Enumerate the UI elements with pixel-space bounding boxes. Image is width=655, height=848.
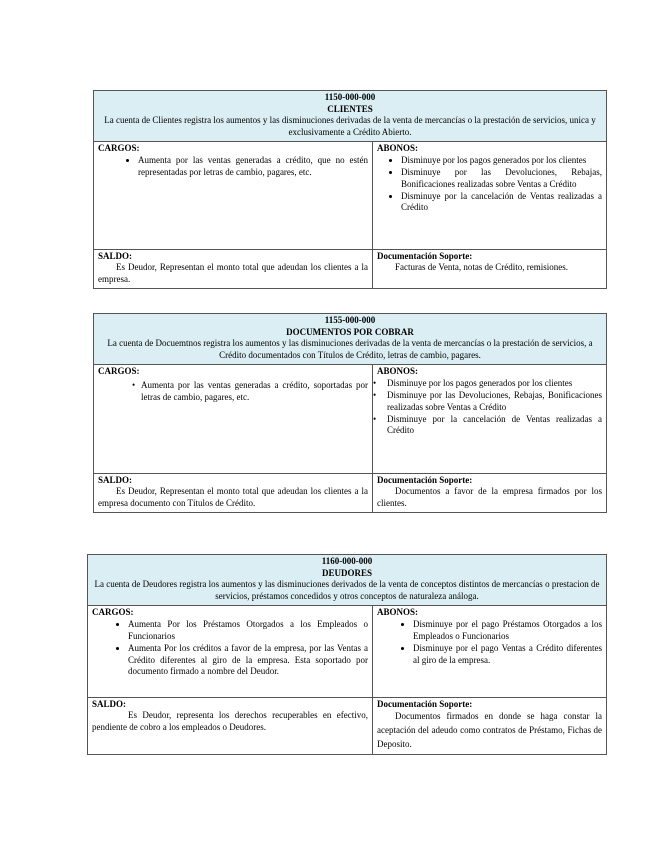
doc-label: Documentación Soporte: <box>377 474 473 485</box>
account-header <box>88 555 607 606</box>
cargos-list <box>98 155 368 178</box>
list-item: • Aumenta Por los créditos a favor de la empresa, por las Ventas a Crédito diferentes al giro de la empresa. Esta soportado por documento firmado a nombre del Deudor. <box>128 643 368 678</box>
cargos-cell <box>88 605 373 697</box>
cargos-label: CARGOS: <box>98 142 140 153</box>
abonos-cell <box>373 605 607 697</box>
cargos-list <box>98 380 368 403</box>
cargos-cell <box>94 364 373 473</box>
doc-cell <box>373 473 607 512</box>
saldo-text: Es Deudor, representa los derechos recuperables en efectivo, pendiente de cobro a los empleados o Deudores. <box>92 710 368 733</box>
saldo-label: SALDO: <box>92 698 127 709</box>
account-name: CLIENTES <box>327 103 373 114</box>
account-code: 1160-000-000 <box>321 556 373 566</box>
saldo-cell <box>94 473 373 512</box>
list-item: • Disminuye por las Devoluciones, Rebajas, Bonificaciones realizadas sobre Ventas a Crédito <box>401 167 602 190</box>
saldo-text: Es Deudor, Representan el monto total que adeudan los clientes a la empresa. <box>98 262 368 285</box>
account-table-documentos-por-cobrar <box>93 313 607 513</box>
account-code: 1150-000-000 <box>324 92 376 102</box>
abonos-cell <box>373 141 607 249</box>
account-code: 1155-000-000 <box>324 315 376 325</box>
abonos-label: ABONOS: <box>377 365 419 376</box>
account-header <box>94 314 607 365</box>
account-name: DOCUMENTOS POR COBRAR <box>286 326 414 337</box>
doc-label: Documentación Soporte: <box>377 698 473 709</box>
abonos-label: ABONOS: <box>377 606 419 617</box>
account-description: La cuenta de Docuemtnos registra los aumentos y las disminuciones derivadas de la venta de mercancías o la prestación de servicios, a Crédito documentados con Títulos de Crédito, letras de cambio, pagares. <box>107 338 593 361</box>
doc-text: Documentos firmados en donde se haga constar la aceptación del adeudo como contratos de Préstamo, Fichas de Deposito. <box>377 711 602 750</box>
account-name: DEUDORES <box>321 567 372 578</box>
list-item: • Aumenta por las ventas generadas a crédito, soportadas por letras de cambio, pagares, etc. <box>132 380 368 403</box>
abonos-list <box>373 378 602 436</box>
list-item: • Aumenta por las ventas generadas a crédito, que no estén representadas por letras de cambio, pagares, etc. <box>138 155 368 178</box>
doc-text: Facturas de Venta, notas de Crédito, remisiones. <box>395 262 569 273</box>
cargos-list <box>92 619 368 677</box>
account-header <box>94 91 607 142</box>
account-table-clientes <box>93 90 607 289</box>
saldo-label: SALDO: <box>98 250 133 261</box>
list-item: • Disminuye por la cancelación de Ventas realizadas a Crédito <box>401 191 602 214</box>
cargos-label: CARGOS: <box>92 606 134 617</box>
doc-cell <box>373 249 607 288</box>
abonos-cell <box>373 364 607 473</box>
list-item: • Disminuye por la cancelación de Ventas realizadas a Crédito <box>373 414 602 437</box>
doc-cell <box>373 697 607 755</box>
abonos-list <box>377 155 602 213</box>
list-item: • Disminuye por los pagos generados por los clientes <box>373 378 602 390</box>
cargos-cell <box>94 141 373 249</box>
account-table-deudores <box>87 554 607 755</box>
doc-text: Documentos a favor de la empresa firmados por los clientes. <box>377 486 603 509</box>
list-item: • Disminuye por las Devoluciones, Rebajas, Bonificaciones realizadas sobre Ventas a Crédito <box>373 390 602 413</box>
account-description: La cuenta de Clientes registra los aumentos y las disminuciones derivadas de la venta de mercancías o la prestación de servicios, unica y exclusivamente a Crédito Abierto. <box>104 115 596 138</box>
saldo-cell <box>88 697 373 755</box>
saldo-label: SALDO: <box>98 474 133 485</box>
saldo-text: Es Deudor, Representan el monto total que adeudan los clientes a la empresa documento con Títulos de Crédito. <box>98 486 368 509</box>
cargos-label: CARGOS: <box>98 365 140 376</box>
doc-label: Documentación Soporte: <box>377 250 473 261</box>
abonos-list <box>377 619 602 666</box>
list-item: • Disminuye por los pagos generados por los clientes <box>401 155 602 167</box>
abonos-label: ABONOS: <box>377 142 419 153</box>
list-item: • Disminuye por el pago Ventas a Crédito diferentes al giro de la empresa. <box>413 643 602 666</box>
list-item: • Aumenta Por los Préstamos Otorgados a los Empleados o Funcionarios <box>128 619 368 642</box>
saldo-cell <box>94 249 373 288</box>
list-item: • Disminuye por el pago Préstamos Otorgados a los Empleados o Funcionarios <box>413 619 602 642</box>
account-description: La cuenta de Deudores registra los aumentos y las disminuciones derivados de la venta de conceptos distintos de mercancías o prestacion de servicios, préstamos concedidos y otros conceptos de naturaleza análoga. <box>94 579 600 602</box>
